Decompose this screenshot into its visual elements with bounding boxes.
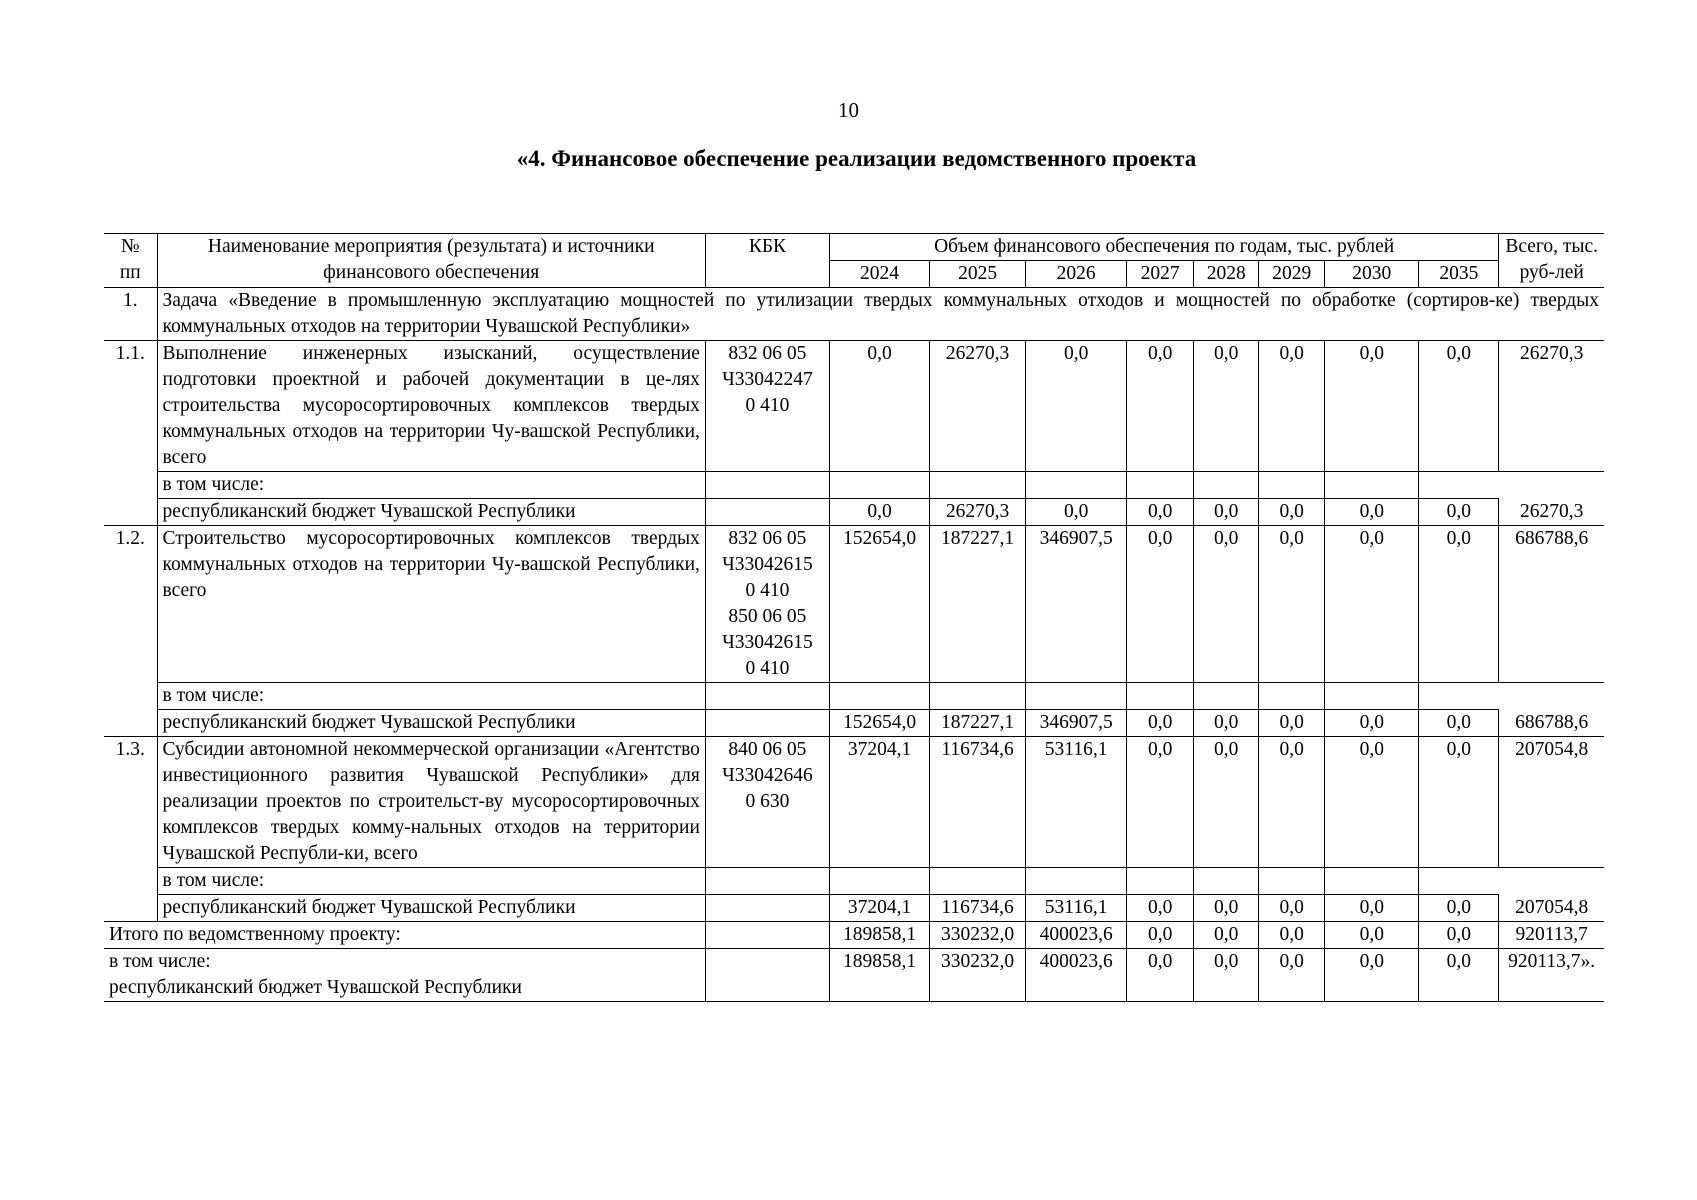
budget-value: 37204,1 xyxy=(829,895,929,922)
empty-cell xyxy=(1026,868,1127,895)
kbk-line: 0 410 xyxy=(745,395,790,416)
item-value: 0,0 xyxy=(829,341,929,472)
budget-kbk xyxy=(705,710,829,737)
budget-value: 0,0 xyxy=(1419,710,1499,737)
item-value: 0,0 xyxy=(1194,737,1259,868)
totals-budget-total: 920113,7». xyxy=(1499,949,1604,1002)
empty-cell xyxy=(930,683,1026,710)
item-kbk xyxy=(705,341,829,472)
budget-value: 116734,6 xyxy=(930,895,1026,922)
totals-budget-value: 189858,1 xyxy=(829,949,929,1002)
item-value: 0,0 xyxy=(1419,341,1499,472)
including-row xyxy=(104,683,1604,710)
empty-cell xyxy=(1259,683,1325,710)
empty-cell xyxy=(705,868,829,895)
item-kbk xyxy=(705,737,829,868)
totals-value: 0,0 xyxy=(1325,922,1419,949)
item-name: Строительство мусоросортировочных комплексов твердых коммунальных отходов на территории Чу-вашской Республики, всего xyxy=(157,526,705,683)
totals-budget-kbk xyxy=(705,949,829,1002)
kbk-line: 0 410 xyxy=(745,580,790,601)
budget-value: 0,0 xyxy=(1325,710,1419,737)
totals-value: 400023,6 xyxy=(1026,922,1127,949)
item-kbk xyxy=(705,526,829,683)
budget-total: 26270,3 xyxy=(1499,499,1604,526)
item-value: 26270,3 xyxy=(930,341,1026,472)
item-value: 116734,6 xyxy=(930,737,1026,868)
kbk-line: 0 410 xyxy=(745,658,790,679)
empty-cell xyxy=(1026,683,1127,710)
totals-budget-label: республиканский бюджет Чувашской Республики xyxy=(104,975,705,1002)
totals-budget-value: 0,0 xyxy=(1127,949,1194,1002)
totals-budget-value: 330232,0 xyxy=(930,949,1026,1002)
item-value: 152654,0 xyxy=(829,526,929,683)
item-row xyxy=(104,526,1604,683)
item-value: 0,0 xyxy=(1127,737,1194,868)
totals-including-label: в том числе: xyxy=(104,949,705,976)
item-value: 0,0 xyxy=(1194,341,1259,472)
item-value: 346907,5 xyxy=(1026,526,1127,683)
header-year-0: 2024 xyxy=(829,261,929,288)
budget-row xyxy=(104,895,1604,922)
budget-value: 0,0 xyxy=(1325,499,1419,526)
empty-cell xyxy=(1194,683,1259,710)
totals-including-row xyxy=(104,949,1604,976)
budget-value: 0,0 xyxy=(1127,710,1194,737)
totals-row xyxy=(104,922,1604,949)
item-value: 0,0 xyxy=(1419,737,1499,868)
item-row xyxy=(104,341,1604,472)
header-year-3: 2027 xyxy=(1127,261,1194,288)
empty-cell xyxy=(829,472,929,499)
empty-cell xyxy=(1419,683,1499,710)
budget-value: 152654,0 xyxy=(829,710,929,737)
item-num: 1.1. xyxy=(104,341,157,526)
header-name: Наименование мероприятия (результата) и источники финансового обеспечения xyxy=(157,234,705,288)
item-value: 53116,1 xyxy=(1026,737,1127,868)
empty-cell xyxy=(705,683,829,710)
header-year-6: 2030 xyxy=(1325,261,1419,288)
budget-row xyxy=(104,710,1604,737)
item-value: 0,0 xyxy=(1259,341,1325,472)
including-row xyxy=(104,868,1604,895)
including-label: в том числе: xyxy=(157,868,705,895)
budget-value: 0,0 xyxy=(1259,499,1325,526)
page-number: 10 xyxy=(838,98,859,122)
budget-value: 187227,1 xyxy=(930,710,1026,737)
totals-value: 189858,1 xyxy=(829,922,929,949)
header-total: Всего, тыс. руб-лей xyxy=(1499,234,1604,288)
totals-budget-value: 0,0 xyxy=(1419,949,1499,1002)
budget-value: 346907,5 xyxy=(1026,710,1127,737)
including-label: в том числе: xyxy=(157,683,705,710)
item-value: 187227,1 xyxy=(930,526,1026,683)
header-year-4: 2028 xyxy=(1194,261,1259,288)
including-label: в том числе: xyxy=(157,472,705,499)
empty-cell xyxy=(1026,472,1127,499)
totals-budget-value: 400023,6 xyxy=(1026,949,1127,1002)
item-value: 0,0 xyxy=(1325,526,1419,683)
kbk-line: 832 06 05 xyxy=(728,343,807,364)
budget-value: 0,0 xyxy=(1194,895,1259,922)
task-text: Задача «Введение в промышленную эксплуатацию мощностей по утилизации твердых коммунальных отходов и мощностей по обработке (сортиров-ке) твердых коммунальных отходов на территории Чувашской Республики» xyxy=(157,288,1604,341)
budget-name: республиканский бюджет Чувашской Республики xyxy=(157,710,705,737)
header-year-7: 2035 xyxy=(1419,261,1499,288)
kbk-line: 832 06 05 xyxy=(728,528,807,549)
budget-name: республиканский бюджет Чувашской Республики xyxy=(157,499,705,526)
totals-value: 0,0 xyxy=(1127,922,1194,949)
kbk-line: Ч33042247 xyxy=(722,369,813,390)
empty-cell xyxy=(1419,868,1499,895)
item-value: 37204,1 xyxy=(829,737,929,868)
item-value: 0,0 xyxy=(1127,526,1194,683)
totals-budget-value: 0,0 xyxy=(1259,949,1325,1002)
budget-total: 207054,8 xyxy=(1499,895,1604,922)
kbk-line: 0 630 xyxy=(745,791,790,812)
item-value: 0,0 xyxy=(1259,526,1325,683)
budget-value: 53116,1 xyxy=(1026,895,1127,922)
item-total: 26270,3 xyxy=(1499,341,1604,472)
budget-value: 0,0 xyxy=(1194,499,1259,526)
budget-value: 0,0 xyxy=(1419,895,1499,922)
totals-value: 0,0 xyxy=(1194,922,1259,949)
including-row xyxy=(104,472,1604,499)
totals-value: 0,0 xyxy=(1419,922,1499,949)
header-year-2: 2026 xyxy=(1026,261,1127,288)
empty-cell xyxy=(930,472,1026,499)
item-name: Выполнение инженерных изысканий, осуществление подготовки проектной и рабочей документации в це-лях строительства мусоросортировочных комплексов твердых коммунальных отходов на территории Чу-вашской Республики, всего xyxy=(157,341,705,472)
budget-value: 0,0 xyxy=(1325,895,1419,922)
budget-value: 0,0 xyxy=(1127,499,1194,526)
empty-cell xyxy=(829,683,929,710)
financing-table xyxy=(104,233,1604,1002)
budget-total: 686788,6 xyxy=(1499,710,1604,737)
empty-cell xyxy=(1127,868,1194,895)
empty-cell xyxy=(1127,472,1194,499)
empty-cell xyxy=(1259,472,1325,499)
item-row xyxy=(104,737,1604,868)
empty-cell xyxy=(1194,472,1259,499)
header-num: № пп xyxy=(104,234,157,288)
task-row xyxy=(104,288,1604,341)
header-volume: Объем финансового обеспечения по годам, тыс. рублей xyxy=(829,234,1498,261)
header-year-1: 2025 xyxy=(930,261,1026,288)
item-total: 686788,6 xyxy=(1499,526,1604,683)
empty-cell xyxy=(1194,868,1259,895)
task-num: 1. xyxy=(104,288,157,341)
totals-value: 0,0 xyxy=(1259,922,1325,949)
budget-value: 26270,3 xyxy=(930,499,1026,526)
item-total: 207054,8 xyxy=(1499,737,1604,868)
item-value: 0,0 xyxy=(1325,737,1419,868)
kbk-line: Ч33042615 xyxy=(722,632,813,653)
totals-label: Итого по ведомственному проекту: xyxy=(104,922,705,949)
budget-row xyxy=(104,499,1604,526)
budget-kbk xyxy=(705,895,829,922)
budget-value: 0,0 xyxy=(1026,499,1127,526)
budget-value: 0,0 xyxy=(1194,710,1259,737)
empty-cell xyxy=(930,868,1026,895)
item-value: 0,0 xyxy=(1259,737,1325,868)
totals-kbk xyxy=(705,922,829,949)
budget-name: республиканский бюджет Чувашской Республики xyxy=(157,895,705,922)
empty-cell xyxy=(1127,683,1194,710)
empty-cell xyxy=(829,868,929,895)
empty-cell xyxy=(1325,868,1419,895)
page-title: «4. Финансовое обеспечение реализации ведомственного проекта xyxy=(516,146,1197,171)
kbk-line: 850 06 05 xyxy=(728,606,807,627)
item-name: Субсидии автономной некоммерческой организации «Агентство инвестиционного развития Чувашской Республики» для реализации проектов по строительст-ву мусоросортировочных комплексов твердых комму-нальных отходов на территории Чувашской Республи-ки, всего xyxy=(157,737,705,868)
item-num: 1.2. xyxy=(104,526,157,737)
kbk-line: 840 06 05 xyxy=(728,739,807,760)
item-num: 1.3. xyxy=(104,737,157,922)
budget-value: 0,0 xyxy=(1419,499,1499,526)
empty-cell xyxy=(1325,472,1419,499)
empty-cell xyxy=(1259,868,1325,895)
header-row-1 xyxy=(104,234,1604,261)
kbk-line: Ч33042646 xyxy=(722,765,813,786)
empty-cell xyxy=(1325,683,1419,710)
totals-value: 330232,0 xyxy=(930,922,1026,949)
header-year-5: 2029 xyxy=(1259,261,1325,288)
budget-value: 0,0 xyxy=(1259,710,1325,737)
empty-cell xyxy=(1419,472,1499,499)
totals-budget-value: 0,0 xyxy=(1194,949,1259,1002)
item-value: 0,0 xyxy=(1419,526,1499,683)
budget-value: 0,0 xyxy=(1259,895,1325,922)
item-value: 0,0 xyxy=(1127,341,1194,472)
budget-kbk xyxy=(705,499,829,526)
kbk-line: Ч33042615 xyxy=(722,554,813,575)
header-kbk: КБК xyxy=(705,234,829,288)
item-value: 0,0 xyxy=(1325,341,1419,472)
budget-value: 0,0 xyxy=(829,499,929,526)
item-value: 0,0 xyxy=(1194,526,1259,683)
empty-cell xyxy=(705,472,829,499)
budget-value: 0,0 xyxy=(1127,895,1194,922)
totals-budget-value: 0,0 xyxy=(1325,949,1419,1002)
item-value: 0,0 xyxy=(1026,341,1127,472)
totals-total: 920113,7 xyxy=(1499,922,1604,949)
